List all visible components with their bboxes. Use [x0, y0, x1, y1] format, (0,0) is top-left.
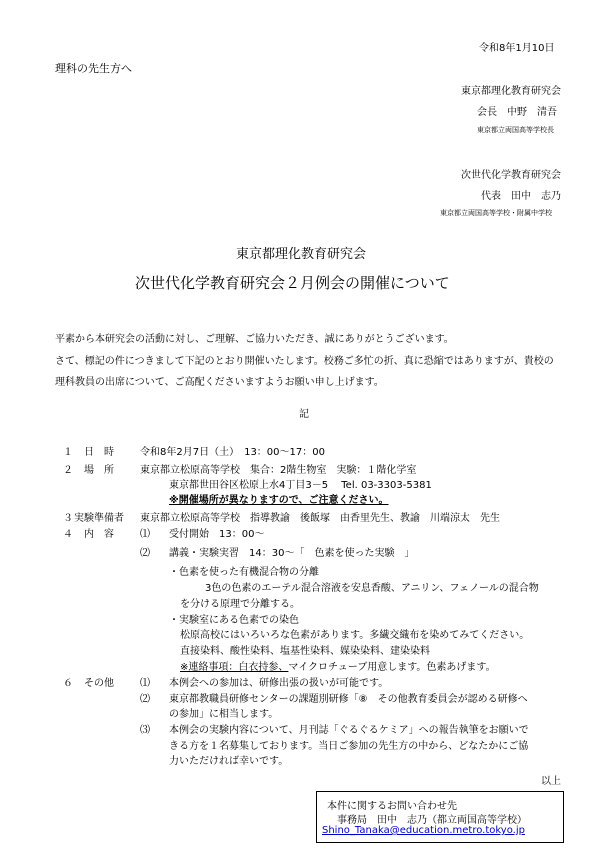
other-2-number: ⑵: [140, 694, 150, 705]
document-date: 令和8年1月10日: [479, 43, 555, 54]
closing-ijo: 以上: [541, 776, 561, 787]
item-2-line1: 東京都立松原高等学校 集合：2階生物室 実験：１階化学室: [140, 465, 417, 476]
sender2-affiliation: 東京都立両国高等学校・附属中学校: [440, 209, 552, 217]
item-3-label: 実験準備者: [74, 513, 124, 524]
other-1-number: ⑴: [140, 678, 150, 689]
item-4-label: 内 容: [84, 529, 114, 540]
item-2-label: 場 所: [84, 465, 114, 476]
contact-note-text: マイクロチューブ用意します。色素あげます。: [288, 662, 496, 673]
item-4-number: ４: [63, 529, 73, 540]
bullet-1-title: ・色素を使った有機混合物の分離: [169, 567, 319, 578]
bullet-1-line2: を分ける原理で分離する。: [180, 599, 300, 610]
item-2-line2: 東京都世田谷区松原上水4丁目3－5 Tel. 03-3303-5381: [169, 480, 432, 491]
bullet-2-line1: 松原高校にはいろいろな色素があります。多繊交織布を染めてみてください。: [180, 630, 530, 641]
item-1-label: 日 時: [84, 447, 114, 458]
contact-header: 本件に関するお問い合わせ先: [327, 801, 457, 812]
other-3-line2: きる方を１名募集しております。当日ご参加の先生方の中から、どなたかにご協: [169, 741, 529, 752]
item-1-value: 令和8年2月7日（土） 13：00～17：00: [140, 447, 325, 458]
item-6-label: その他: [84, 678, 114, 689]
page-title: 次世代化学教育研究会２月例会の開催について: [135, 274, 450, 292]
title-line1: 東京都理化教育研究会: [236, 247, 367, 262]
item-2-note: ※開催場所が異なりますので、ご注意ください。: [169, 495, 389, 506]
item-6-number: ６: [63, 678, 73, 689]
intro-paragraph-2-line1: さて、標記の件につきまして下記のとおり開催いたします。校務ご多忙の折、真に恐縮ではありますが、貴校の: [55, 356, 554, 367]
sender2-name: 代表 田中 志乃: [481, 191, 561, 202]
other-3-number: ⑶: [140, 725, 150, 736]
intro-paragraph-1: 平素から本研究会の活動に対し、ご理解、ご協力いただき、誠にありがとうございます。: [55, 334, 454, 345]
other-3-line3: 力いただければ幸いです。: [169, 756, 289, 767]
other-2-line2: の参加」に相当します。: [169, 709, 279, 720]
sender1-org: 東京都理化教育研究会: [461, 86, 561, 97]
sender2-org: 次世代化学教育研究会: [461, 170, 561, 181]
bullet-2-line2: 直接染料、酸性染料、塩基性染料、媒染染料、建染染料: [180, 646, 430, 657]
intro-paragraph-2-line2: 理科教員の出席について、ご高配くださいますようお願い申し上げます。: [55, 377, 384, 388]
item-3-value: 東京都立松原高等学校 指導教諭 後飯塚 由香里先生、教諭 川端涼太 先生: [140, 513, 500, 524]
item-1-number: １: [63, 447, 73, 458]
other-1-text: 本例会への参加は、研修出張の扱いが可能です。: [169, 678, 389, 689]
contact-email-link[interactable]: Shino_Tanaka@education.metro.tokyo.jp: [322, 825, 525, 836]
item-3-number: ３: [63, 513, 73, 524]
sender1-affiliation: 東京都立両国高等学校長: [477, 126, 554, 134]
content-sub1-number: ⑴: [140, 529, 150, 540]
sender1-name: 会長 中野 清吾: [477, 107, 557, 118]
content-sub2-text: 講義・実験実習 14：30～「 色素を使った実験 」: [169, 548, 415, 559]
bullet-2-title: ・実験室にある色素での染色: [169, 615, 299, 626]
content-sub1-text: 受付開始 13：00～: [169, 529, 265, 540]
contact-note-label: ※連絡事項：白衣持参、: [180, 662, 289, 673]
contact-note: [180, 658, 496, 673]
addressee: 理科の先生方へ: [55, 62, 132, 75]
bullet-1-line1: 3色の色素のエーテル混合溶液を安息香酸、アニリン、フェノールの混合物: [205, 583, 539, 594]
contact-person: 事務局 田中 志乃（都立両国高等学校）: [337, 815, 527, 826]
item-2-number: ２: [63, 465, 73, 476]
other-3-line1: 本例会の実験内容について、月刊誌「ぐるぐるケミア」への報告執筆をお願いで: [169, 725, 529, 736]
content-sub2-number: ⑵: [140, 548, 150, 559]
other-2-line1: 東京都教職員研修センターの課題別研修「⑧ その他教育委員会が認める研修へ: [169, 694, 528, 705]
ki-heading: 記: [299, 409, 309, 420]
